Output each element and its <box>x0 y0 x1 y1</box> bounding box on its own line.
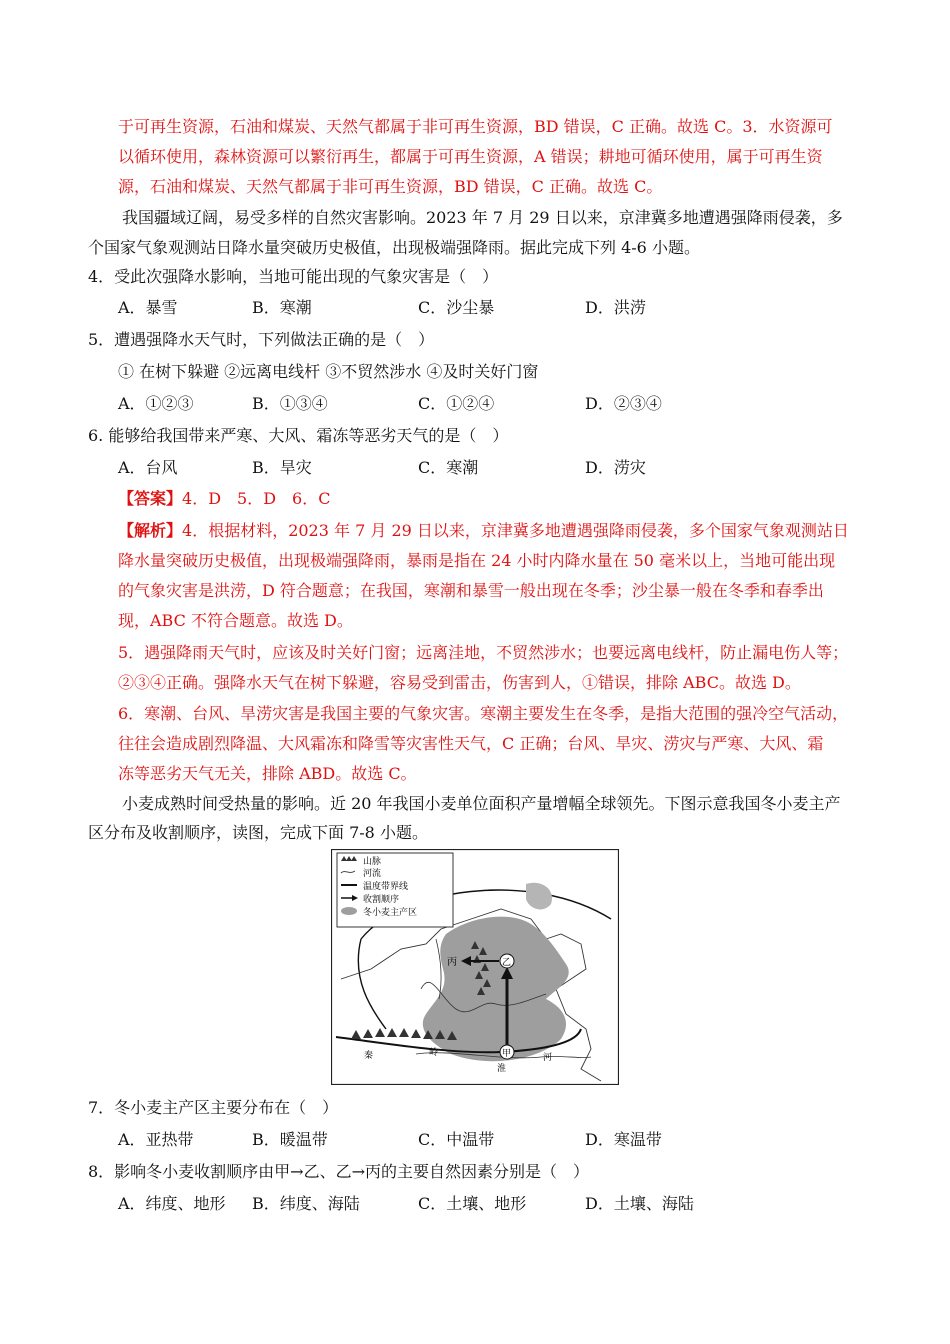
analysis-4-line-4: 现，ABC 不符合题意。故选 D。 <box>118 611 353 630</box>
intro-4-6-line-2: 个国家气象观测站日降水量突破历史极值，出现极端强降雨。据此完成下列 4-6 小题。 <box>88 238 700 257</box>
winter-wheat-map <box>331 849 619 1085</box>
analysis-6-line-1: 6．寒潮、台风、旱涝灾害是我国主要的气象灾害。寒潮主要发生在冬季，是指大范围的强冷空气活动， <box>118 704 849 723</box>
question-4-option-a: A．暴雪 <box>118 298 178 317</box>
label-yi: 乙 <box>502 958 512 968</box>
analysis-6-line-3: 冻等恶劣天气无关，排除 ABD。故选 C。 <box>118 764 417 783</box>
question-6-option-d: D．涝灾 <box>585 458 646 477</box>
legend-mountains: 山脉 <box>363 857 382 867</box>
question-4-option-d: D．洪涝 <box>585 298 646 317</box>
question-5-stem: 5．遭遇强降水天气时，下列做法正确的是（ ） <box>88 330 435 349</box>
analysis-4-line-3: 的气象灾害是洪涝，D 符合题意；在我国，寒潮和暴雪一般出现在冬季；沙尘暴一般在冬季和春季出 <box>118 581 824 600</box>
legend-harvest-order: 收割顺序 <box>363 895 400 905</box>
label-qin: 秦 <box>364 1051 374 1061</box>
question-5-option-b: B．①③④ <box>252 394 328 413</box>
question-8-option-a: A．纬度、地形 <box>118 1194 226 1213</box>
label-jia: 甲 <box>502 1049 512 1059</box>
analysis-line-1 <box>118 520 849 542</box>
label-huai: 淮 <box>497 1064 507 1074</box>
question-8-option-c: C．土壤、地形 <box>418 1194 527 1213</box>
question-5-items: ① 在树下躲避 ②远离电线杆 ③不贸然涉水 ④及时关好门窗 <box>118 362 539 381</box>
legend-winter-wheat-area: 冬小麦主产区 <box>363 908 418 918</box>
question-7-stem: 7．冬小麦主产区主要分布在（ ） <box>88 1098 339 1117</box>
question-5-option-a: A．①②③ <box>118 394 194 413</box>
question-4-option-b: B．寒潮 <box>252 298 312 317</box>
intro-7-8-line-2: 区分布及收割顺序，读图，完成下面 7-8 小题。 <box>88 823 428 842</box>
legend-temperature-boundary: 温度带界线 <box>363 882 409 892</box>
explanation-line-3: 源，石油和煤炭、天然气都属于非可再生资源，BD 错误，C 正确。故选 C。 <box>118 177 663 196</box>
answer-line <box>118 488 330 510</box>
question-6-option-a: A．台风 <box>118 458 178 477</box>
label-bing: 丙 <box>447 957 457 968</box>
legend-rivers: 河流 <box>363 869 382 879</box>
question-8-stem: 8．影响冬小麦收割顺序由甲→乙、乙→丙的主要自然因素分别是（ ） <box>88 1162 589 1181</box>
question-8-option-d: D．土壤、海陆 <box>585 1194 694 1213</box>
question-6-option-b: B．旱灾 <box>252 458 312 477</box>
intro-4-6-line-1: 我国疆域辽阔，易受多样的自然灾害影响。2023 年 7 月 29 日以来，京津冀多地遭遇强降雨侵袭，多 <box>122 208 843 227</box>
analysis-5-line-1: 5．遇强降雨天气时，应该及时关好门窗；远离洼地，不贸然涉水；也要远离电线杆，防止漏电伤人等； <box>118 643 849 662</box>
question-8-option-b: B．纬度、海陆 <box>252 1194 360 1213</box>
question-7-option-a: A．亚热带 <box>118 1130 194 1149</box>
analysis-5-line-2: ②③④正确。强降水天气在树下躲避，容易受到雷击，伤害到人，①错误，排除 ABC。故选 D。 <box>118 673 801 692</box>
question-7-option-d: D．寒温带 <box>585 1130 662 1149</box>
analysis-6-line-2: 往往会造成剧烈降温、大风霜冻和降雪等灾害性天气，C 正确；台风、旱灾、涝灾与严寒、大风、霜 <box>118 734 824 753</box>
question-6-stem: 6. 能够给我国带来严寒、大风、霜冻等恶劣天气的是（ ） <box>88 426 509 445</box>
question-4-option-c: C．沙尘暴 <box>418 298 495 317</box>
analysis-4-line-1: 4．根据材料，2023 年 7 月 29 日以来，京津冀多地遭遇强降雨侵袭，多个国家气象观测站日 <box>182 521 849 540</box>
label-ling: 岭 <box>429 1048 439 1058</box>
question-7-option-b: B．暖温带 <box>252 1130 328 1149</box>
question-7-option-c: C．中温带 <box>418 1130 495 1149</box>
answer-text: 4．D 5．D 6．C <box>182 489 331 508</box>
answer-tag: 【答案】 <box>118 489 183 508</box>
question-4-stem: 4．受此次强降水影响，当地可能出现的气象灾害是（ ） <box>88 267 499 286</box>
question-5-option-d: D．②③④ <box>585 394 662 413</box>
label-he: 河 <box>543 1053 553 1063</box>
analysis-tag: 【解析】 <box>118 521 183 540</box>
intro-7-8-line-1: 小麦成熟时间受热量的影响。近 20 年我国小麦单位面积产量增幅全球领先。下图示意我国冬小麦主产 <box>122 794 841 813</box>
question-6-option-c: C．寒潮 <box>418 458 479 477</box>
explanation-line-1: 于可再生资源，石油和煤炭、天然气都属于非可再生资源，BD 错误，C 正确。故选 C。3．水资源可 <box>118 117 833 136</box>
analysis-4-line-2: 降水量突破历史极值，出现极端强降雨，暴雨是指在 24 小时内降水量在 50 毫米以上，当地可能出现 <box>118 551 836 570</box>
explanation-line-2: 以循环使用，森林资源可以繁衍再生，都属于可再生资源，A 错误；耕地可循环使用，属于可再生资 <box>118 147 823 166</box>
question-5-option-c: C．①②④ <box>418 394 495 413</box>
